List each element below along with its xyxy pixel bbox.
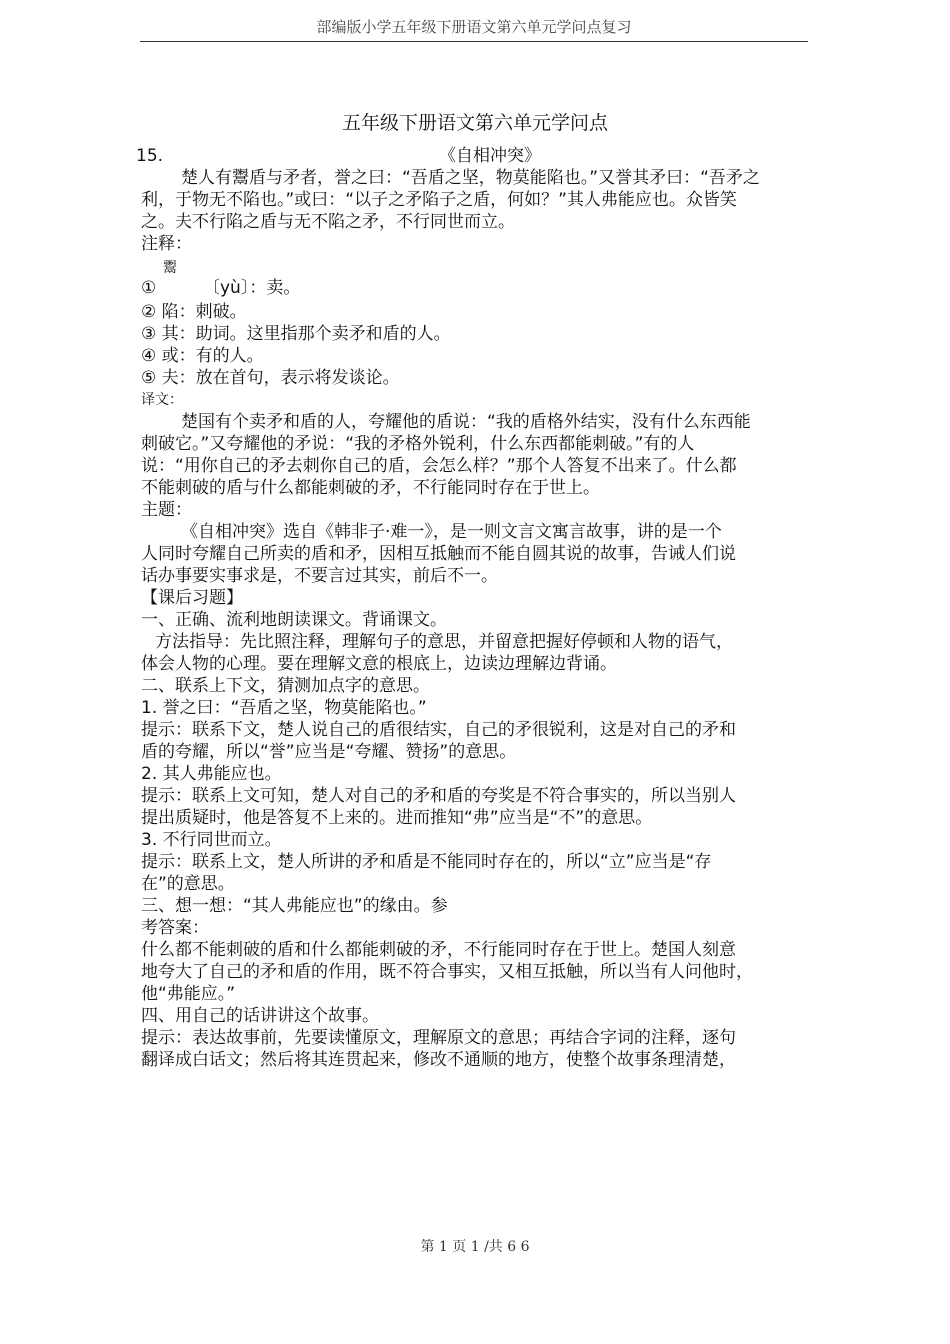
notes-label: 注释：	[141, 234, 192, 254]
exercise-answer: 提示：表达故事前，先要读懂原文，理解原文的意思；再结合字词的注释，逐句	[141, 1028, 736, 1048]
note-text: 〔yù〕：卖。	[203, 278, 301, 298]
document-body	[136, 145, 821, 1071]
theme-line: 人同时夸耀自己所卖的盾和矛，因相互抵触而不能自圆其说的故事，告诫人们说	[141, 544, 736, 564]
exercise-line: 体会人物的心理。要在理解文意的根底上，边读边理解边背诵。	[141, 654, 617, 674]
theme-line: 话办事要实事求是，不要言过其实，前后不一。	[141, 566, 498, 586]
exercise-title: 四、用自己的话讲讲这个故事。	[141, 1006, 379, 1026]
exercise-answer: 在”的意思。	[141, 874, 235, 894]
translation-line: 刺破它。”又夸耀他的矛说：“我的矛格外锐利，什么东西都能刺破。”有的人	[141, 434, 695, 454]
page-title: 五年级下册语文第六单元学问点	[341, 112, 608, 134]
translation-label: 译文：	[141, 392, 183, 408]
exercise-title: 三、想一想：“其人弗能应也”的缘由。参	[141, 896, 448, 916]
exercise-label: 【课后习题】	[141, 588, 243, 608]
exercise-answer: 地夸大了自己的矛和盾的作用，既不符合事实，又相互抵触，所以当有人问他时，	[141, 962, 753, 982]
note-ruby-char: 鬻	[163, 260, 177, 276]
exercise-answer: 什么都不能刺破的盾和什么都能刺破的矛，不行能同时存在于世上。楚国人刻意	[141, 940, 736, 960]
exercise-answer: 提示：联系上文，楚人所讲的矛和盾是不能同时存在的，所以“立”应当是“存	[141, 852, 712, 872]
text-line: 利，于物无不陷也。”或曰：“以子之矛陷子之盾，何如？”其人弗能应也。众皆笑	[141, 190, 737, 210]
text-line: 楚人有鬻盾与矛者，誉之曰：“吾盾之坚，物莫能陷也。”又誉其矛曰：“吾矛之	[181, 168, 760, 188]
translation-line: 楚国有个卖矛和盾的人，夸耀他的盾说：“我的盾格外结实，没有什么东西能	[181, 412, 751, 432]
section-number: 15.	[136, 146, 164, 166]
page-header: 部编版小学五年级下册语文第六单元学问点复习	[140, 16, 808, 42]
text-line: 之。夫不行陷之盾与无不陷之矛，不行同世而立。	[141, 212, 515, 232]
exercise-answer: 提示：联系上文可知，楚人对自己的矛和盾的夸奖是不符合事实的，所以当别人	[141, 786, 736, 806]
note-item: ② 陷：刺破。	[141, 302, 247, 322]
lesson-heading	[136, 145, 821, 167]
exercise-title: 二、联系上下文，猜测加点字的意思。	[141, 676, 430, 696]
exercise-title: 一、正确、流利地朗读课文。背诵课文。	[141, 610, 447, 630]
note-item: ⑤ 夫：放在首句，表示将发谈论。	[141, 368, 400, 388]
exercise-answer-label: 考答案：	[141, 918, 209, 938]
exercise-answer: 提示：联系下文，楚人说自己的盾很结实，自己的矛很锐利，这是对自己的矛和	[141, 720, 736, 740]
exercise-answer: 翻译成白话文；然后将其连贯起来，修改不通顺的地方，使整个故事条理清楚，	[141, 1050, 736, 1070]
theme-label: 主题：	[141, 500, 192, 520]
note-item	[141, 255, 821, 301]
page-footer: 第 1 页 1 /共 6 6	[420, 1239, 530, 1255]
theme-line: 《自相冲突》选自《韩非子·难一》，是一则文言文寓言故事，讲的是一个	[181, 522, 722, 542]
lesson-title: 《自相冲突》	[439, 146, 541, 166]
translation-line: 说：“用你自己的矛去刺你自己的盾，会怎么样？”那个人答复不出来了。什么都	[141, 456, 737, 476]
exercise-answer: 他“弗能应。”	[141, 984, 236, 1004]
exercise-answer: 提出质疑时，他是答复不上来的。进而推知“弗”应当是“不”的意思。	[141, 808, 653, 828]
exercise-question: 1. 誉之曰：“吾盾之坚，物莫能陷也。”	[141, 698, 427, 718]
exercise-question: 2. 其人弗能应也。	[141, 764, 282, 784]
translation-line: 不能刺破的盾与什么都能刺破的矛，不行能同时存在于世上。	[141, 478, 600, 498]
exercise-question: 3. 不行同世而立。	[141, 830, 282, 850]
note-number: ①	[141, 278, 157, 298]
note-item: ④ 或：有的人。	[141, 346, 264, 366]
exercise-line: 方法指导：先比照注释，理解句子的意思，并留意把握好停顿和人物的语气，	[155, 632, 733, 652]
exercise-answer: 盾的夸耀，所以“誉”应当是“夸耀、赞扬”的意思。	[141, 742, 517, 762]
note-item: ③ 其：助词。这里指那个卖矛和盾的人。	[141, 324, 451, 344]
